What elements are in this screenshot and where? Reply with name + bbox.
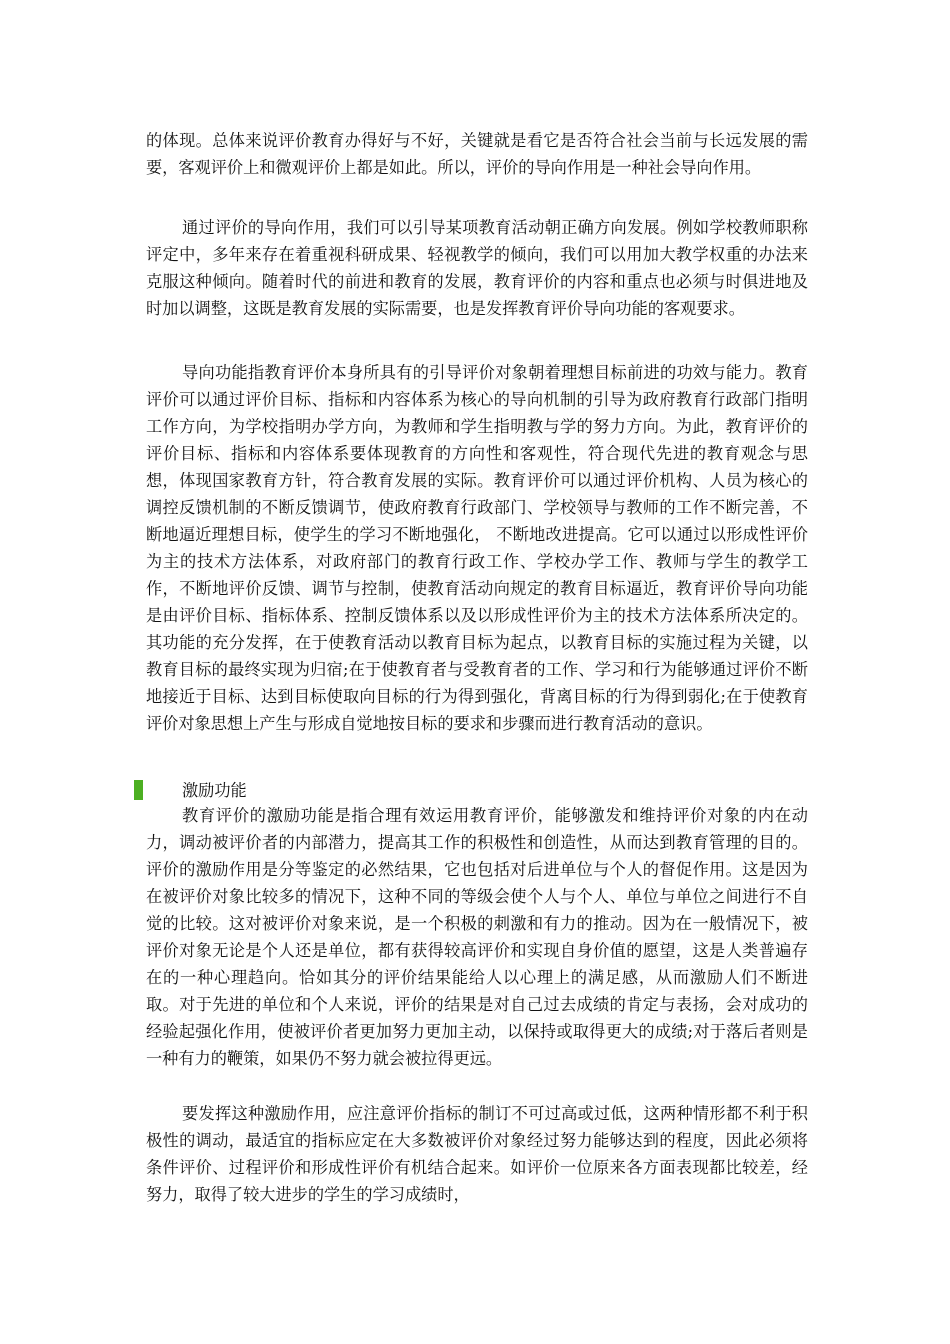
paragraph-guidance-function: 导向功能指教育评价本身所具有的引导评价对象朝着理想目标前进的功效与能力。教育评价可以通过评价目标、指标和内容体系为核心的导向机制的引导为政府教育行政部门指明工作方向，为学校指明办学方向，为教师和学生指明教与学的努力方向。为此，教育评价的评价目标、指标和内容体系要体现教育的方向性和客观性，符合现代先进的教育观念与思想，体现国家教育方针，符合教育发展的实际。教育评价可以通过评价机构、人员为核心的调控反馈机制的不断反馈调节，使政府教育行政部门、学校领导与教师的工作不断完善，不断地逼近理想目标，使学生的学习不断地强化， 不断地改进提高。它可以通过以形成性评价为主的技术方法体系，对政府部门的教育行政工作、学校办学工作、教师与学生的教学工作，不断地评价反馈、调节与控制，使教育活动向规定的教育目标逼近，教育评价导向功能是由评价目标、指标体系、控制反馈体系以及以形成性评价为主的技术方法体系所决定的。其功能的充分发挥，在于使教育活动以教育目标为起点，以教育目标的实施过程为关键，以教育目标的最终实现为归宿;在于使教育者与受教育者的工作、学习和行为能够通过评价不断地接近于目标、达到目标使取向目标的行为得到强化，背离目标的行为得到弱化;在于使教育评价对象思想上产生与形成自觉地按目标的要求和步骤而进行教育活动的意识。 [146,363,808,733]
paragraph-guidance-summary: 的体现。总体来说评价教育办得好与不好，关键就是看它是否符合社会当前与长远发展的需要，客观评价上和微观评价上都是如此。所以，评价的导向作用是一种社会导向作用。 [146,131,808,177]
paragraph-incentive-function: 教育评价的激励功能是指合理有效运用教育评价，能够激发和维持评价对象的内在动力，调动被评价者的内部潜力，提高其工作的积极性和创造性，从而达到教育管理的目的。评价的激励作用是分等鉴定的必然结果，它也包括对后进单位与个人的督促作用。这是因为在被评价对象比较多的情况下，这种不同的等级会使个人与个人、单位与单位之间进行不自觉的比较。这对被评价对象来说，是一个积极的刺激和有力的推动。因为在一般情况下，被评价对象无论是个人还是单位，都有获得较高评价和实现自身价值的愿望，这是人类普遍存在的一种心理趋向。恰如其分的评价结果能给人以心理上的满足感，从而激励人们不断进取。对于先进的单位和个人来说，评价的结果是对自己过去成绩的肯定与表扬，会对成功的经验起强化作用，使被评价者更加努力更加主动，以保持或取得更大的成绩;对于落后者则是一种有力的鞭策，如果仍不努力就会被拉得更远。 [146,806,808,1068]
heading-marker-bar [134,780,143,800]
section-heading-text: 激励功能 [182,781,247,800]
paragraph-guidance-example: 通过评价的导向作用，我们可以引导某项教育活动朝正确方向发展。例如学校教师职称评定中，多年来存在着重视科研成果、轻视教学的倾向，我们可以用加大教学权重的办法来克服这种倾向。随着时代的前进和教育的发展，教育评价的内容和重点也必须与时俱进地及时加以调整，这既是教育发展的实际需要，也是发挥教育评价导向功能的客观要求。 [146,218,808,318]
section-heading-incentive [134,777,534,804]
paragraph-incentive-application: 要发挥这种激励作用，应注意评价指标的制订不可过高或过低，这两种情形都不利于积极性的调动，最适宜的指标应定在大多数被评价对象经过努力能够达到的程度，因此必须将条件评价、过程评价和形成性评价有机结合起来。如评价一位原来各方面表现都比较差，经努力，取得了较大进步的学生的学习成绩时， [146,1104,808,1204]
